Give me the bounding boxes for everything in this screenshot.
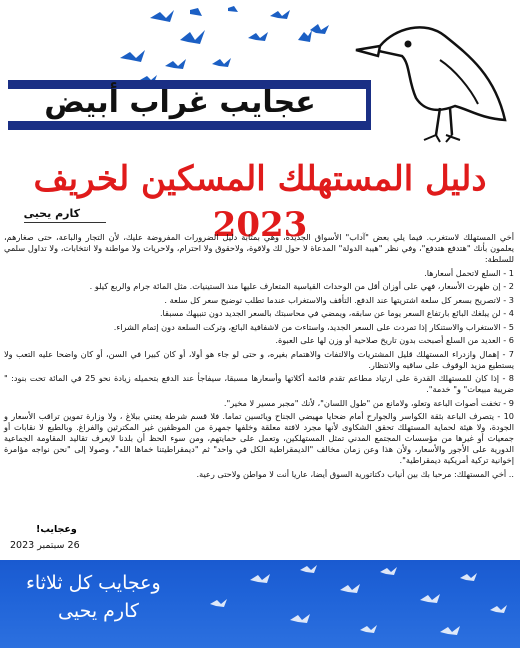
bird-icon [270, 10, 290, 19]
closing-paragraph: .. أخي المستهلك: مرحبا بك بين أنياب دكتاتورية السوق أيضا، عاريا أنت لا مواطن ولاحتى رعية. [196, 468, 514, 479]
bird-icon [360, 625, 377, 633]
list-item: 6 - العديد من السلع أصبحت بدون تاريخ صلاحية أو وزن لها على العبوة. [275, 335, 514, 345]
list-item: 2 - إن ظهرت الأسعار، فهي على أوزان أقل من الوحدات القياسية المتعارف عليها منذ الستينيات. مثل المائة جرام والربع كيلو . [89, 281, 514, 291]
bird-icon [300, 565, 317, 573]
article-title: دليل المستهلك المسكين لخريف 2023 [33, 159, 487, 245]
white-crow-illustration [356, 27, 505, 142]
list-item: 8 - إذا كان للمستهلك القدرة على ارتياد مطاعم تقدم قائمة أكلاتها وأسعارها مسبقا، سيفاجأ عند الدفع بتحميله زيادة نحو 25 في المائة تحت بنود: " ضريبة مبيعات" و" خدمة". [4, 373, 514, 394]
list-item: 1 - السلع لاتحمل أسعارها. [424, 267, 514, 278]
sign-off: وعجايب! [36, 524, 77, 535]
bird-icon [380, 567, 397, 575]
author-name: كارم يحيى [23, 207, 80, 220]
bird-icon [228, 6, 238, 12]
list-item: 10 - يتصرف الباعة بثقة الكواسر والجوارح أمام ضحايا مهيضي الجناح ويائسين تماما. فلا قسم شرطة يعتني ببلاغ ، ولا وزارة تموين تراقب الأسعار و الجودة، ولا هيئة لحماية المستهلك تحقق الشكاوى لأنها مجرد لافتة معلقة وخلفها جمهرة من الموظفين غير المكترثين والفراغ. وبالطبع لا نقابات أو جمعيات أو غيرها من مؤسسات المجتمع المدني تمثل المستهلكين، وتعمل على حمايتهم، ومن سوء الحظ أن بلدنا لايعرف تقاليد المقاومة الجماعية الدورية على الأجور والأسعار، ولأن هذا وعن زمان مخالف "الديمقراطية الكل في واحد" ثم "ديمقراطيتنا خماها الله"، وصولا إلى "نحن نواجه مؤامرة إخوانية تركية أمريكية ديمقراطية". [4, 411, 514, 465]
bird-icon [310, 24, 329, 34]
intro-paragraph: أخي المستهلك لاستغرب. فيما يلي بعض "آداب" الأسواق الجديدة، وهي بمثابة دليل الضرورات المفروضة عليك، لأن التجار والباعة، حتى صغارهم، يعلمون بأنك "هتدفع هتدفع"، وفي نظر "هيبة الدولة" المدعاة لا حول لك ولاقوة، ولاحقوق ولا احترام، ولاحريات ولا مواطنة ولا انتخابات، ولا تداول سلمي للسلطة: [4, 232, 514, 264]
header [0, 0, 520, 160]
author-divider [24, 222, 106, 223]
list-item: 5 - الاستغراب والاستنكار إذا تمردت على السعر الجديد، واستاءت من لاشفافية البائع، وتركت السلعة دون إتمام الشراء. [113, 321, 514, 332]
bird-icon [150, 10, 174, 22]
list-item: 7 - إهمال وازدراء المستهلك قليل المشتريات والالتفات والاهتمام بغيره، و حتى لو جاء هو أولا، أو كان كبيرا في السن، أو كان واضحا عليه التعب ولا يستطيع مزيد الوقوف على ساقيه والانتظار. [4, 348, 514, 370]
publication-date: 26 سبتمبر 2023 [10, 540, 80, 551]
bird-icon [298, 30, 312, 42]
bird-icon [250, 574, 270, 583]
bird-icon [460, 573, 477, 581]
bird-icon [290, 614, 310, 623]
bird-icon [420, 594, 440, 603]
bird-icon [440, 626, 460, 635]
bird-icon [190, 8, 202, 16]
bird-icon [180, 30, 205, 44]
bird-icon [165, 59, 186, 69]
bird-icon [490, 605, 507, 613]
bird-icon [210, 599, 227, 607]
footer-author-line: كارم يحيى [58, 600, 139, 622]
footer-weekly-line: وعجايب كل ثلاثاء [26, 572, 161, 594]
banner-title: عجايب غراب أبيض [44, 85, 316, 120]
list-item: 9 - تخفت أصوات الباعة وتعلو، ولامانع من "طول اللسان"، لأنك "مجبر مسير لا مخير". [223, 397, 514, 408]
bird-icon [120, 50, 145, 62]
bird-icon [248, 32, 268, 41]
bird-icon [340, 584, 360, 593]
article-body [4, 232, 514, 482]
list-item: 3 - لاتصريح بسعر كل سلعة اشتريتها عند الدفع. التأفف والاستغراب عندما تطلب توضيح سعر كل سلعة . [164, 294, 514, 305]
bird-icon [212, 58, 231, 67]
list-item: 4 - لن يبلغك البائع بارتفاع السعر يوما عن سابقه، ويمضي في محاسبتك بالسعر الجديد دون تنبيهك مسبقا. [159, 308, 514, 318]
